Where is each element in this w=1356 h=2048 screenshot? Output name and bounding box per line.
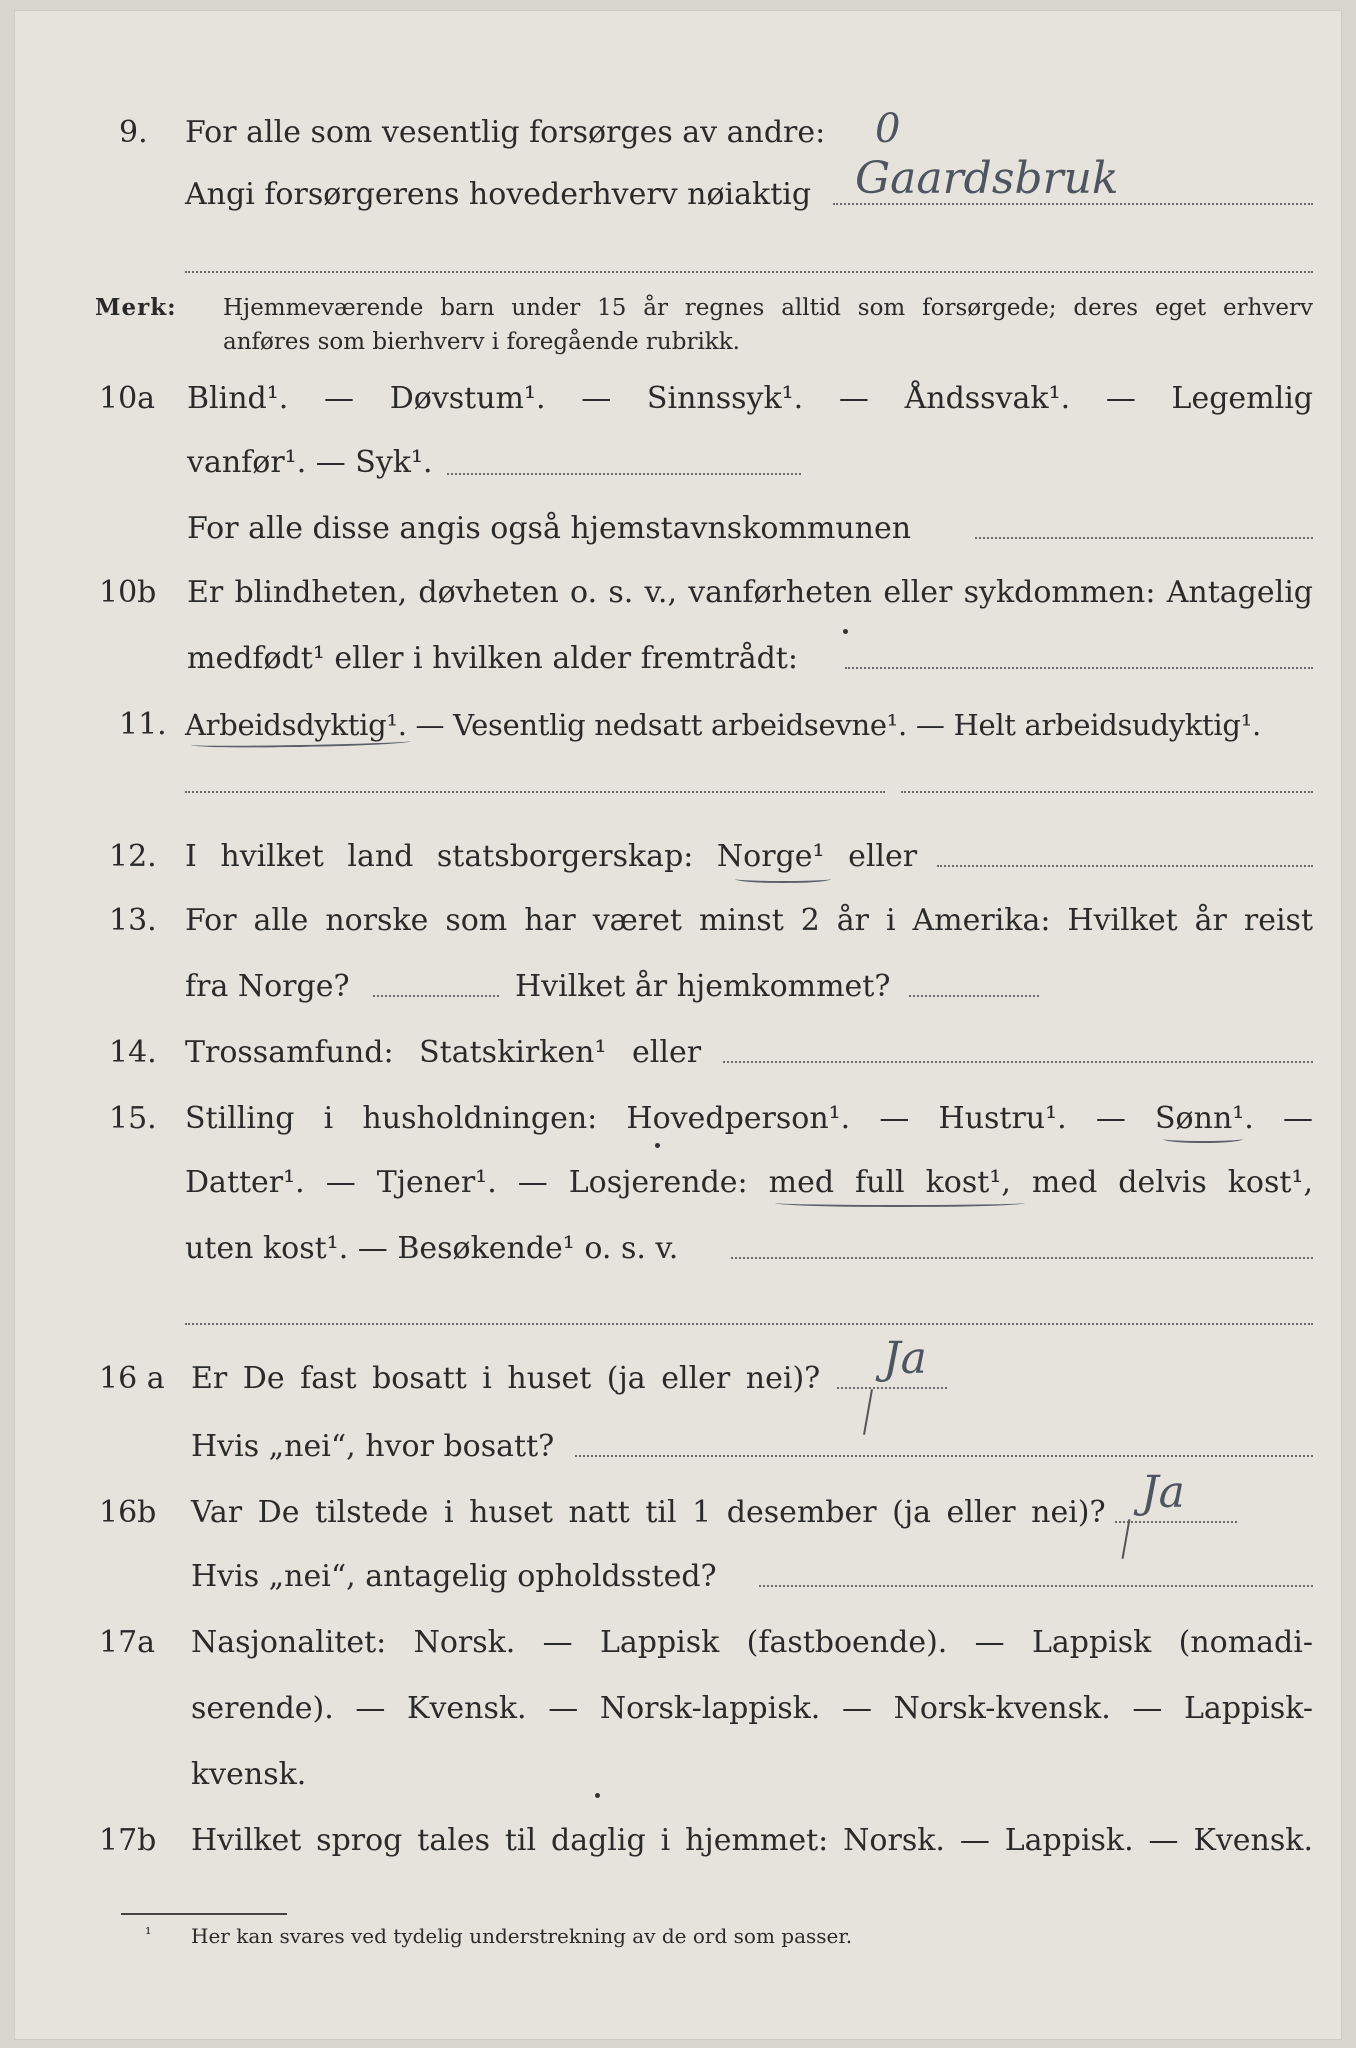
q16b-line1: Var De tilstede i huset natt til 1 desember (ja eller nei)? <box>191 1495 1106 1530</box>
q15-extra-line <box>185 1323 1313 1325</box>
q14-line1: Trossamfund: Statskirken¹ eller <box>185 1035 702 1070</box>
q10a-number: 10a <box>99 381 156 416</box>
q15-number: 15. <box>109 1101 157 1136</box>
q17a-line3: kvensk. <box>191 1757 307 1792</box>
q13-line2b: Hvilket år hjemkommet? <box>515 969 891 1004</box>
q14-number: 14. <box>109 1035 157 1070</box>
q9-number: 9. <box>119 115 148 150</box>
footnote-mark: ¹ <box>145 1924 152 1943</box>
q11-line1: Arbeidsdyktig¹. — Vesentlig nedsatt arbeidsevne¹. — Helt arbeidsudyktig¹. <box>185 708 1261 742</box>
q15-answer-line <box>731 1257 1313 1259</box>
q10a-hjemstavn-line <box>975 537 1313 539</box>
q12-number: 12. <box>109 839 157 874</box>
q16a-line1: Er De fast bosatt i huset (ja eller nei)? <box>191 1361 821 1396</box>
q17a-number: 17a <box>99 1625 156 1660</box>
census-form-page <box>14 10 1342 2040</box>
q16b-answer-line <box>1115 1521 1237 1523</box>
q16b-opholdssted-line <box>759 1585 1313 1587</box>
q13-line1: For alle norske som har været minst 2 år i Amerika: Hvilket år reist <box>185 903 1313 938</box>
q17a-line1: Nasjonalitet: Norsk. — Lappisk (fastboende). — Lappisk (nomadi- <box>191 1625 1313 1660</box>
q16b-ink-stroke <box>1122 1519 1131 1559</box>
q14-answer-line <box>723 1061 1313 1063</box>
q10a-line1: Blind¹. — Døvstum¹. — Sinnssyk¹. — Åndssvak¹. — Legemlig <box>187 381 1313 416</box>
q16b-answer-handwriting: Ja <box>1141 1467 1185 1518</box>
q10a-line2: vanfør¹. — Syk¹. <box>187 445 433 480</box>
q16a-number: 16 a <box>99 1361 165 1396</box>
q12-underline-norge <box>735 875 831 883</box>
q10b-line1: Er blindheten, døvheten o. s. v., vanførheten eller sykdommen: Antagelig <box>187 575 1313 610</box>
q11-number: 11. <box>119 707 167 742</box>
q13-number: 13. <box>109 903 157 938</box>
footnote-rule <box>121 1913 287 1915</box>
q16a-line2: Hvis „nei“, hvor bosatt? <box>191 1429 555 1464</box>
q12-answer-line <box>937 865 1313 867</box>
q16a-answer-line <box>837 1387 947 1389</box>
q11-extra-line-a <box>185 791 885 793</box>
q17a-line2: serende). — Kvensk. — Norsk-lappisk. — Norsk-kvensk. — Lappisk- <box>191 1691 1313 1726</box>
q10a-line3: For alle disse angis også hjemstavnskommunen <box>187 511 912 546</box>
q15-line2: Datter¹. — Tjener¹. — Losjerende: med full kost¹, med delvis kost¹, <box>185 1165 1313 1200</box>
q17b-line1: Hvilket sprog tales til daglig i hjemmet: Norsk. — Lappisk. — Kvensk. <box>191 1823 1313 1858</box>
q15-underline-full-kost <box>775 1199 1025 1207</box>
q16a-ink-stroke <box>863 1389 873 1435</box>
q11-extra-line-b <box>901 791 1313 793</box>
q10b-number: 10b <box>99 575 157 610</box>
q16a-answer-handwriting: Ja <box>883 1333 927 1384</box>
q15-line1: Stilling i husholdningen: Hovedperson¹. — Hustru¹. — Sønn¹. — <box>185 1101 1313 1136</box>
merk-label: Merk: <box>95 294 177 321</box>
q9-answer1-handwriting: 0 <box>875 106 901 152</box>
q9-line1: For alle som vesentlig forsørges av andre: <box>185 115 826 150</box>
q13-line2a: fra Norge? <box>185 969 350 1004</box>
q10a-syk-line <box>447 473 801 475</box>
q15-line3: uten kost¹. — Besøkende¹ o. s. v. <box>185 1231 679 1266</box>
q9-extra-line <box>185 271 1313 273</box>
merk-line2: anføres som bierhverv i foregående rubrikk. <box>223 329 740 355</box>
merk-line1: Hjemmeværende barn under 15 år regnes alltid som forsørgede; deres eget erhverv <box>223 295 1313 321</box>
q13-hjemkommet-line <box>909 995 1039 997</box>
ink-dot <box>655 1143 660 1148</box>
q17b-number: 17b <box>99 1823 157 1858</box>
q10b-line2: medfødt¹ eller i hvilken alder fremtrådt: <box>187 641 798 676</box>
ink-dot <box>595 1793 600 1798</box>
ink-dot <box>843 629 848 634</box>
q13-reist-line <box>373 995 499 997</box>
q9-line2: Angi forsørgerens hovederhverv nøiaktig <box>185 177 812 212</box>
q16b-line2: Hvis „nei“, antagelig opholdssted? <box>191 1559 717 1594</box>
q9-answer2-handwriting: Gaardsbruk <box>855 153 1119 204</box>
q16b-number: 16b <box>99 1495 157 1530</box>
q12-line1: I hvilket land statsborgerskap: Norge¹ eller <box>185 839 918 874</box>
q15-underline-sonn <box>1163 1135 1243 1143</box>
q10b-answer-line <box>845 667 1313 669</box>
q16a-bosatt-line <box>575 1455 1313 1457</box>
footnote-text: Her kan svares ved tydelig understrekning av de ord som passer. <box>191 1924 853 1948</box>
